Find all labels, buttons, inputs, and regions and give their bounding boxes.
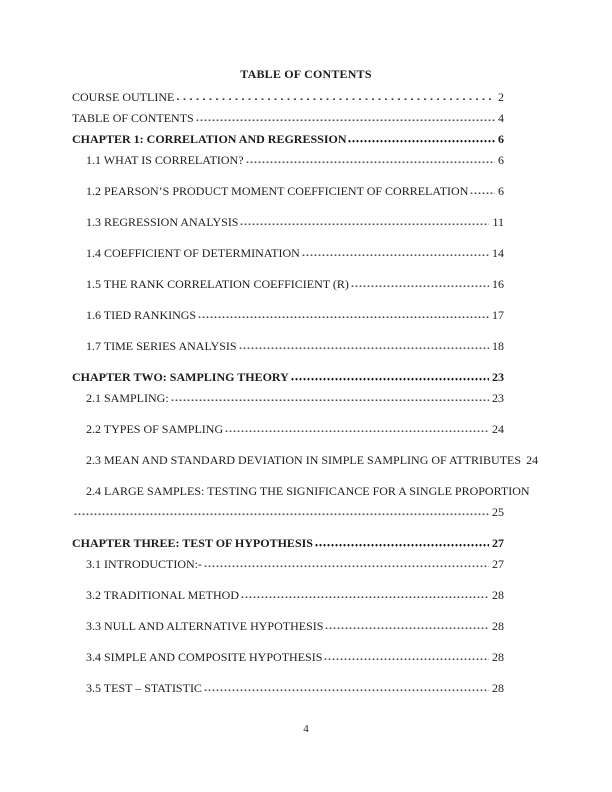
toc-entry-label: 1.4 COEFFICIENT OF DETERMINATION: [86, 246, 300, 260]
dot-leader: [240, 221, 489, 226]
toc-entry: [72, 367, 504, 388]
dot-leader: [351, 283, 489, 288]
toc-entry-label: 1.5 THE RANK CORRELATION COEFFICIENT (R): [86, 277, 349, 291]
page-title: TABLE OF CONTENTS: [240, 67, 372, 81]
toc-entry: [72, 419, 504, 440]
toc-entry-page-number: 14: [492, 246, 504, 260]
dot-leader: [198, 314, 489, 319]
dot-leader: [171, 397, 489, 402]
toc-entry-label: 1.3 REGRESSION ANALYSIS: [86, 215, 239, 229]
toc-entry-page-number: 2: [498, 90, 504, 104]
toc-entry: [72, 129, 504, 150]
dot-leader: [348, 138, 495, 143]
toc-entry: [72, 305, 504, 326]
dot-leader: [246, 159, 495, 164]
toc-entry-continuation: [72, 502, 504, 523]
toc-entry: [72, 181, 504, 202]
toc-entry: [72, 108, 504, 129]
toc-entry: [72, 212, 504, 233]
footer-page-number: 4: [303, 723, 309, 735]
toc-entry-page-number: 4: [498, 111, 504, 125]
toc-entry-label: 1.7 TIME SERIES ANALYSIS: [86, 339, 237, 353]
dot-leader: [325, 625, 489, 630]
toc-entry-label: 3.3 NULL AND ALTERNATIVE HYPOTHESIS: [86, 619, 324, 633]
dot-leader: [324, 656, 489, 661]
toc-entry-page-number: 24: [492, 422, 504, 436]
toc-entry: [72, 87, 504, 108]
toc-entry-page-number: 28: [492, 681, 504, 695]
dot-leader: [291, 376, 489, 381]
toc-entry-label: 3.1 INTRODUCTION:-: [86, 557, 202, 571]
dot-leader: [74, 511, 489, 516]
toc-entry: [72, 533, 504, 554]
toc-list: [72, 87, 540, 699]
toc-entry-label: 1.6 TIED RANKINGS: [86, 308, 197, 322]
toc-entry-page-number: 27: [492, 557, 504, 571]
toc-entry-label: 3.4 SIMPLE AND COMPOSITE HYPOTHESIS: [86, 650, 323, 664]
toc-entry-label: 3.5 TEST – STATISTIC: [86, 681, 202, 695]
toc-entry-label: 3.2 TRADITIONAL METHOD: [86, 588, 239, 602]
toc-entry-page-number: 25: [492, 505, 504, 519]
toc-entry-page-number: 16: [492, 277, 504, 291]
toc-entry-page-number: 23: [492, 391, 504, 405]
toc-entry-page-number: 6: [498, 153, 504, 167]
toc-entry-label: 2.4 LARGE SAMPLES: TESTING THE SIGNIFICANCE FOR A SINGLE PROPORTION: [86, 484, 530, 498]
dot-leader: [302, 252, 489, 257]
toc-entry: [72, 274, 504, 295]
dot-leader: [196, 117, 495, 122]
toc-entry-page-number: 11: [492, 215, 504, 229]
dot-leader: [470, 190, 495, 195]
toc-entry-label: TABLE OF CONTENTS: [72, 111, 194, 125]
toc-entry-label: 2.3 MEAN AND STANDARD DEVIATION IN SIMPLE SAMPLING OF ATTRIBUTES: [86, 453, 522, 467]
toc-entry-label: COURSE OUTLINE: [72, 90, 175, 104]
toc-entry: [72, 554, 504, 575]
toc-entry-label: 1.1 WHAT IS CORRELATION?: [86, 153, 244, 167]
toc-entry-label: 2.2 TYPES OF SAMPLING: [86, 422, 224, 436]
toc-entry-page-number: 6: [498, 132, 504, 146]
toc-entry-label: CHAPTER TWO: SAMPLING THEORY: [72, 370, 289, 384]
toc-entry-page-number: 24: [526, 453, 539, 467]
toc-entry-page-number: 28: [492, 619, 504, 633]
toc-entry-page-number: 18: [492, 339, 504, 353]
dot-leader: [239, 345, 489, 350]
toc-entry: [72, 336, 504, 357]
dot-leader: [241, 594, 489, 599]
toc-entry: [72, 616, 504, 637]
toc-entry: [72, 150, 504, 171]
dot-leader: [176, 96, 495, 101]
toc-entry-page-number: 17: [492, 308, 504, 322]
toc-entry-label: CHAPTER THREE: TEST OF HYPOTHESIS: [72, 536, 313, 550]
toc-entry-page-number: 28: [492, 650, 504, 664]
dot-leader: [204, 563, 489, 568]
toc-entry-page-number: 23: [492, 370, 504, 384]
toc-entry: [72, 450, 539, 471]
toc-entry-page-number: 27: [492, 536, 504, 550]
toc-entry-label: 2.1 SAMPLING:: [86, 391, 169, 405]
dot-leader: [315, 542, 489, 547]
toc-entry-label: CHAPTER 1: CORRELATION AND REGRESSION: [72, 132, 347, 146]
toc-entry: [72, 481, 530, 502]
toc-entry: [72, 243, 504, 264]
toc-entry-page-number: 28: [492, 588, 504, 602]
toc-entry-page-number: 6: [498, 184, 504, 198]
toc-entry: [72, 388, 504, 409]
toc-entry: [72, 678, 504, 699]
dot-leader: [225, 428, 489, 433]
toc-entry: [72, 647, 504, 668]
toc-entry-label: 1.2 PEARSON’S PRODUCT MOMENT COEFFICIENT OF CORRELATION: [86, 184, 469, 198]
toc-entry: [72, 585, 504, 606]
dot-leader: [204, 687, 489, 692]
